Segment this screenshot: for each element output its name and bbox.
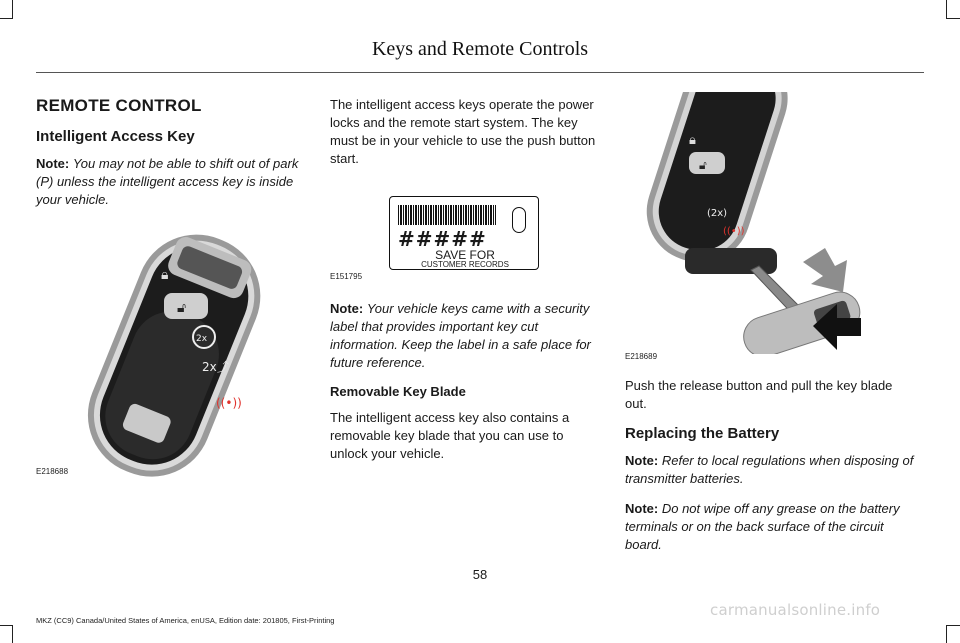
subsection-heading: Intelligent Access Key — [36, 128, 195, 145]
crop-mark-br-v — [946, 625, 947, 643]
key-code: ##### — [398, 227, 487, 251]
unlock-button-icon: 🔓︎ — [699, 158, 707, 172]
column-2 — [330, 96, 598, 475]
remote-start-button-icon: (2x) — [707, 208, 728, 219]
note-paragraph — [625, 500, 915, 554]
note-text: You may not be able to shift out of park (P) unless the intelligent access key is inside your vehicle. — [36, 156, 299, 207]
page-number: 58 — [472, 567, 488, 582]
panic-button-icon: ((•)) — [216, 396, 242, 410]
label-line2: CUSTOMER RECORDS — [421, 260, 509, 269]
security-label-figure — [330, 184, 598, 288]
svg-text:2x: 2x — [196, 334, 208, 344]
note-label: Note: — [625, 453, 659, 468]
key-fob-illustration — [36, 221, 304, 481]
note-paragraph — [625, 452, 915, 488]
column-1 — [36, 96, 304, 476]
crop-mark-tl-h — [0, 18, 13, 19]
panic-button-icon: ((•)) — [723, 226, 745, 237]
note-label: Note: — [625, 501, 659, 516]
subsection-heading: Replacing the Battery — [625, 425, 780, 442]
note-text: Your vehicle keys came with a security label that provides important key cut information. Keep the label in a safe place for future reference. — [330, 301, 591, 370]
trunk-button-icon: 2x⤴ — [202, 360, 229, 374]
note-text: Refer to local regulations when disposing of transmitter batteries. — [625, 453, 914, 486]
figure-id: E218689 — [625, 352, 658, 361]
lock-button-icon: 🔒︎ — [689, 133, 696, 148]
column-3 — [625, 92, 915, 566]
pull-direction-arrow-icon — [803, 248, 847, 292]
figure-id: E151795 — [330, 272, 363, 281]
subsection-heading: Removable Key Blade — [330, 384, 466, 399]
note-label: Note: — [36, 156, 70, 171]
label-line1: SAVE FOR — [435, 248, 495, 262]
paragraph: Push the release button and pull the key blade out. — [625, 378, 893, 411]
paragraph: The intelligent access keys operate the power locks and the remote start system. The key must be in your vehicle to use the push button start. — [330, 97, 596, 166]
lock-button-icon: 🔒︎ — [161, 267, 169, 283]
crop-mark-bl-h — [0, 625, 13, 626]
header-rule — [36, 72, 924, 73]
crop-mark-tr-v — [946, 0, 947, 18]
page-header-title: Keys and Remote Controls — [371, 38, 589, 60]
section-heading: REMOTE CONTROL — [36, 96, 202, 115]
paragraph: The intelligent access key also contains a removable key blade that you can use to unlock your vehicle. — [330, 410, 570, 461]
crop-mark-tr-h — [946, 18, 960, 19]
key-ring-hole — [512, 207, 526, 233]
footer-edition-info: MKZ (CC9) Canada/United States of America, enUSA, Edition date: 201805, First-Printing — [36, 616, 335, 625]
note-text: Do not wipe off any grease on the battery terminals or on the back surface of the circuit board. — [625, 501, 900, 552]
watermark: carmanualsonline.info — [710, 601, 881, 619]
crop-mark-br-h — [946, 625, 960, 626]
figure-id: E218688 — [36, 467, 69, 476]
note-label: Note: — [330, 301, 364, 316]
security-label-card — [389, 196, 539, 270]
key-blade-illustration — [625, 92, 915, 354]
barcode — [398, 205, 496, 225]
crop-mark-tl-v — [12, 0, 13, 18]
crop-mark-bl-v — [12, 625, 13, 643]
note-paragraph — [36, 155, 304, 209]
unlock-button-icon: 🔓︎ — [177, 300, 187, 316]
note-paragraph — [330, 300, 598, 372]
